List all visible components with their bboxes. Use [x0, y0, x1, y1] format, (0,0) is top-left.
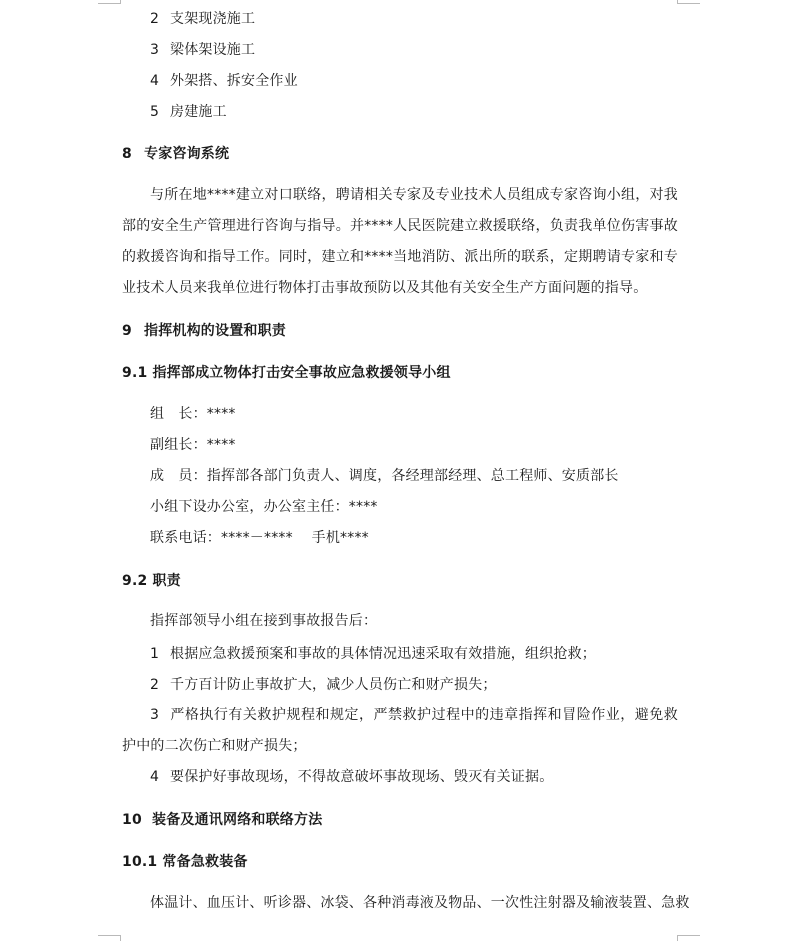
duty-item-text: 千方百计防止事故扩大，减少人员伤亡和财产损失； — [170, 677, 497, 693]
list-item — [150, 72, 298, 90]
duty-item — [150, 676, 497, 694]
crop-mark-top-right — [677, 0, 700, 4]
section-title: 装备及通讯网络和联络方法 — [152, 812, 323, 828]
list-item-number: 4 — [150, 73, 160, 89]
members-line: 成 员：指挥部各部门负责人、调度，各经理部经理、总工程师、安质部长 — [150, 468, 619, 484]
list-item — [150, 103, 227, 121]
crop-mark-bottom-left — [98, 935, 121, 941]
duty-item-text: 严格执行有关救护规程和规定，严禁救护过程中的违章指挥和冒险作业，避免救护中的二次伤亡和财产损失； — [122, 707, 678, 754]
list-item-text: 支架现浇施工 — [170, 11, 256, 27]
list-item-text: 外架搭、拆安全作业 — [170, 73, 298, 89]
subsection-heading-9-1: 9.1 指挥部成立物体打击安全事故应急救援领导小组 — [122, 365, 451, 381]
list-item — [150, 10, 255, 28]
list-item — [150, 41, 255, 59]
duties-intro: 指挥部领导小组在接到事故报告后： — [150, 613, 378, 629]
section-heading-8 — [122, 145, 229, 163]
section-heading-10 — [122, 811, 322, 829]
subsection-heading-9-2: 9.2 职责 — [122, 573, 181, 589]
duty-item-number: 3 — [150, 707, 160, 723]
team-leader-line: 组 长：**** — [150, 406, 236, 422]
office-line: 小组下设办公室，办公室主任：**** — [150, 499, 378, 515]
duty-item — [122, 700, 678, 762]
section-title: 专家咨询系统 — [144, 146, 230, 162]
list-item-number: 2 — [150, 11, 160, 27]
duty-item-number: 4 — [150, 769, 160, 785]
list-item-text: 房建施工 — [170, 104, 227, 120]
contact-line: 联系电话：****－**** 手机**** — [150, 530, 369, 546]
list-item-text: 梁体架设施工 — [170, 42, 256, 58]
section-number: 9 — [122, 323, 132, 339]
section-heading-9 — [122, 322, 286, 340]
duty-item-number: 2 — [150, 677, 160, 693]
deputy-leader-line: 副组长：**** — [150, 437, 236, 453]
duty-item — [150, 645, 596, 663]
section-10-1-paragraph: 体温计、血压计、听诊器、冰袋、各种消毒液及物品、一次性注射器及输液装置、急救 — [150, 895, 690, 911]
crop-mark-top-left — [98, 0, 121, 4]
section-number: 8 — [122, 146, 132, 162]
duty-item-text: 要保护好事故现场，不得故意破坏事故现场、毁灭有关证据。 — [170, 769, 554, 785]
section-8-paragraph: 与所在地****建立对口联络，聘请相关专家及专业技术人员组成专家咨询小组，对我部的安全生产管理进行咨询与指导。并****人民医院建立救援联络，负责我单位伤害事故的救援咨询和指导工作。同时，建立和****当地消防、派出所的联系，定期聘请专家和专业技术人员来我单位进行物体打击事故预防以及其他有关安全生产方面问题的指导。 — [122, 187, 678, 296]
list-item-number: 3 — [150, 42, 160, 58]
crop-mark-bottom-right — [677, 935, 700, 941]
subsection-heading-10-1: 10.1 常备急救装备 — [122, 854, 248, 870]
duty-item-text: 根据应急救援预案和事故的具体情况迅速采取有效措施，组织抢救； — [170, 646, 596, 662]
section-title: 指挥机构的设置和职责 — [144, 323, 286, 339]
duty-item-number: 1 — [150, 646, 160, 662]
section-number: 10 — [122, 812, 142, 828]
list-item-number: 5 — [150, 104, 160, 120]
duty-item — [150, 768, 553, 786]
